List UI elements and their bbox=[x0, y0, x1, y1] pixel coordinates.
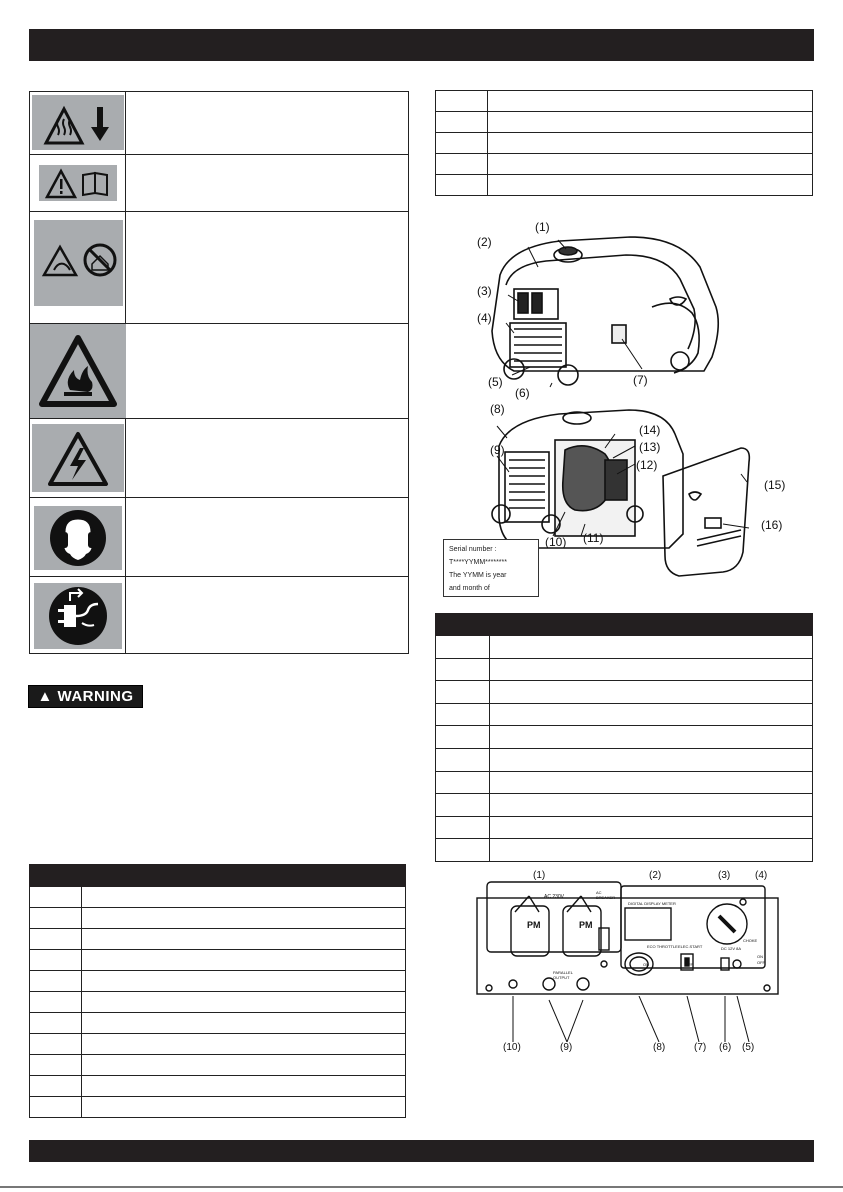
symbol-row-disconnect-plug bbox=[30, 576, 408, 654]
parts-table-left bbox=[29, 864, 406, 1118]
symbol-row-read-manual bbox=[30, 154, 408, 211]
parts-table-bottom-right bbox=[435, 613, 813, 862]
breaker-label: AC BREAKER bbox=[596, 890, 616, 900]
table-row bbox=[30, 992, 405, 1013]
symbol-row-ear-protection bbox=[30, 497, 408, 576]
parallel-output-label: PARALLEL OUTPUT bbox=[553, 970, 573, 980]
serial-number-label: Serial number : T****YYMM******** The YYMM is year and month of bbox=[443, 539, 539, 597]
table-row bbox=[436, 659, 812, 682]
table-row bbox=[436, 91, 812, 112]
callout-15: (15) bbox=[764, 478, 786, 492]
panel-callout-3: (3) bbox=[718, 870, 731, 881]
callout-3: (3) bbox=[477, 284, 492, 298]
socket-1-label: PM bbox=[527, 920, 541, 930]
read-manual-icon bbox=[39, 165, 117, 201]
eco-off-label: OFF bbox=[685, 962, 693, 967]
footer-bar bbox=[29, 1140, 814, 1162]
panel-callout-9: (9) bbox=[560, 1042, 573, 1053]
callout-14: (14) bbox=[639, 423, 661, 437]
choke-label: CHOKE bbox=[743, 938, 758, 943]
eco-on-label: ON bbox=[643, 962, 649, 967]
elec-start-label: ELEC.START bbox=[678, 944, 703, 949]
callout-10: (10) bbox=[545, 535, 567, 549]
table-row bbox=[436, 817, 812, 840]
table-row bbox=[30, 929, 405, 950]
callout-12: (12) bbox=[636, 458, 658, 472]
table-row bbox=[436, 112, 812, 133]
table-row bbox=[30, 950, 405, 971]
callout-7: (7) bbox=[633, 373, 648, 387]
symbol-row-no-indoor-use bbox=[30, 211, 408, 323]
cb-on-label: ON bbox=[757, 954, 763, 959]
ear-protection-icon bbox=[34, 506, 122, 570]
eco-throttle-label: ECO THROTTLE bbox=[647, 944, 678, 949]
table-row bbox=[30, 1097, 405, 1118]
safety-symbols-table bbox=[29, 91, 409, 654]
table-row bbox=[436, 133, 812, 154]
disconnect-plug-icon bbox=[34, 583, 122, 649]
panel-callout-5: (5) bbox=[742, 1042, 755, 1053]
table-header bbox=[435, 613, 813, 636]
panel-callout-2: (2) bbox=[649, 870, 662, 881]
table-row bbox=[30, 1076, 405, 1097]
warning-badge: ▲ WARNING bbox=[28, 685, 143, 708]
table-row bbox=[30, 1055, 405, 1076]
panel-callout-1: (1) bbox=[533, 870, 546, 881]
table-header bbox=[29, 864, 406, 887]
callout-11: (11) bbox=[583, 531, 604, 545]
panel-callout-10: (10) bbox=[503, 1042, 521, 1053]
callout-13: (13) bbox=[639, 440, 661, 454]
dc-output-label: DC 12V 8A bbox=[721, 946, 742, 951]
callout-1: (1) bbox=[535, 220, 550, 234]
table-row bbox=[436, 772, 812, 795]
table-row bbox=[436, 154, 812, 175]
callout-9: (9) bbox=[490, 443, 505, 457]
table-row bbox=[436, 636, 812, 659]
hot-surface-icon bbox=[32, 95, 124, 150]
header-bar bbox=[29, 29, 814, 61]
table-row bbox=[436, 749, 812, 772]
table-row bbox=[30, 908, 405, 929]
table-row bbox=[30, 1013, 405, 1034]
callout-16: (16) bbox=[761, 518, 783, 532]
ac-socket-label: AC 230V bbox=[544, 894, 565, 900]
callout-2: (2) bbox=[477, 235, 492, 249]
warning-triangle-icon: ▲ bbox=[37, 688, 53, 705]
table-row bbox=[30, 887, 405, 908]
parts-table-top-right bbox=[435, 90, 813, 196]
table-row bbox=[436, 681, 812, 704]
cb-off-label: OFF bbox=[757, 960, 765, 965]
table-row bbox=[436, 839, 812, 862]
symbol-row-fire-hazard bbox=[30, 323, 408, 418]
table-row bbox=[436, 704, 812, 727]
panel-callout-4: (4) bbox=[755, 870, 768, 881]
electric-shock-icon bbox=[32, 424, 124, 492]
panel-leader-lines bbox=[475, 996, 780, 1042]
socket-2-label: PM bbox=[579, 920, 593, 930]
bottom-edge bbox=[0, 1186, 843, 1188]
callout-8: (8) bbox=[490, 402, 505, 416]
control-panel bbox=[475, 880, 780, 996]
panel-callout-7: (7) bbox=[694, 1042, 707, 1053]
symbol-row-electric-shock bbox=[30, 418, 408, 497]
callout-6: (6) bbox=[515, 386, 530, 400]
symbol-row-hot-surface bbox=[30, 92, 408, 154]
callout-4: (4) bbox=[477, 311, 492, 325]
no-indoor-use-icon bbox=[34, 220, 123, 306]
table-row bbox=[30, 971, 405, 992]
panel-callout-8: (8) bbox=[653, 1042, 666, 1053]
panel-callout-6: (6) bbox=[719, 1042, 732, 1053]
fire-hazard-icon bbox=[30, 324, 126, 418]
table-row bbox=[30, 1034, 405, 1055]
display-label: DIGITAL DISPLAY METER bbox=[628, 901, 676, 906]
callout-5: (5) bbox=[488, 375, 503, 389]
table-row bbox=[436, 794, 812, 817]
table-row bbox=[436, 726, 812, 749]
